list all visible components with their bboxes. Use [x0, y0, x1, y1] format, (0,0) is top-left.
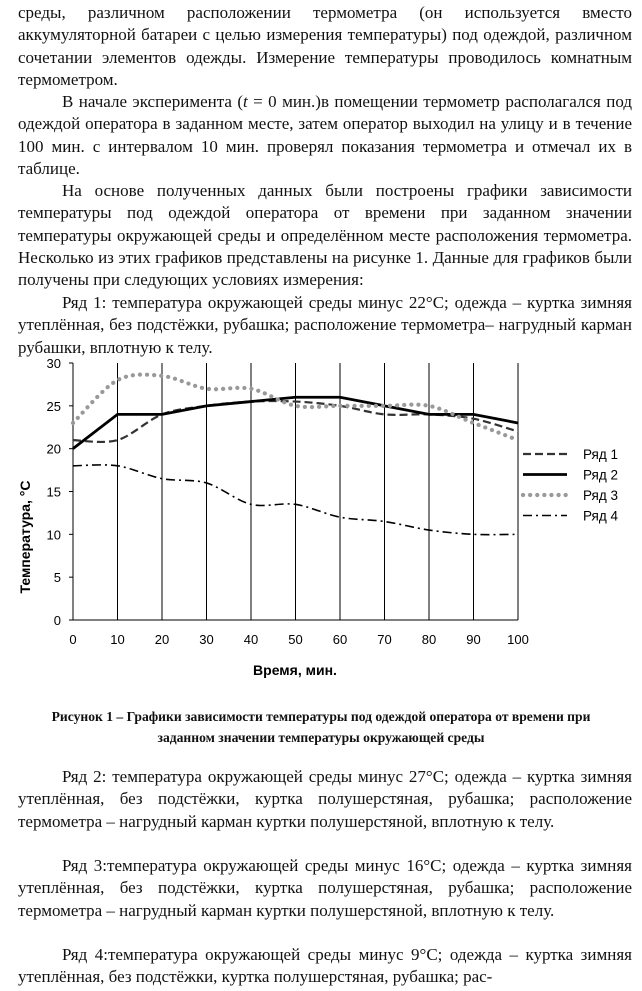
y-axis-label: Температура, °C: [17, 480, 33, 594]
paragraph-experiment-start: [18, 91, 632, 180]
temperature-chart: [0, 352, 642, 692]
x-tick-label: 40: [243, 632, 259, 647]
x-tick-label: 30: [199, 632, 214, 647]
chart-legend: [523, 447, 618, 524]
figure-caption: [0, 706, 642, 748]
paragraph-series-1: Ряд 1: температура окружающей среды минус 22°C; одежда – куртка зимняя утеплённая, без подстёжки, рубашка; расположение термометра– нагрудный карман рубашки, вплотную к телу.: [18, 293, 632, 357]
x-tick-label: 20: [154, 632, 170, 647]
time-variable: t: [243, 92, 248, 111]
legend-label-3: Ряд 3: [583, 488, 619, 503]
x-tick-label: 70: [377, 632, 392, 647]
paragraph-intro-continued: среды, различном расположении термометра (он используется вместо аккумуляторной батареи с целью измерения температуры) под одеждой, различном сочетании элементов одежды. Измерение температуры проводилось комнатным термометром.: [18, 3, 632, 89]
x-tick-label: 90: [466, 632, 481, 647]
x-tick-label: 60: [332, 632, 348, 647]
chart-grid: [118, 363, 519, 620]
y-tick-label: 15: [46, 484, 61, 500]
legend-label-1: Ряд 1: [583, 447, 619, 462]
chart-tick-labels: [47, 356, 529, 647]
paragraph-series-3: Ряд 3:температура окружающей среды минус 16°C; одежда – куртка зимняя утеплённая, без подстёжки, куртка полушерстяная, рубашка; расположение термометра – нагрудный карман куртки полушерстяной, вплотную к телу.: [18, 856, 632, 920]
paragraph-series-2: Ряд 2: температура окружающей среды минус 27°C; одежда – куртка зимняя утеплённая, без подстёжки, куртка полушерстяная, рубашка; расположение термометра – нагрудный карман куртки полушерстяной, вплотную к телу.: [18, 767, 632, 831]
x-tick-label: 10: [110, 632, 125, 647]
paragraph-series-4: Ряд 4:температура окружающей среды минус 9°C; одежда – куртка зимняя утеплённая, без подстёжки, куртка полушерстяная, рубашка; рас-: [18, 945, 632, 987]
paragraph-graphs-description: На основе полученных данных были построены графики зависимости температуры под одеждой оператора от времени при заданном значении температуры окружающей среды и определённом месте расположения термометра. Несколько из этих графиков представлены на рисунке 1. Данные для графиков были получены при следующих условиях измерения:: [18, 181, 632, 290]
caption-line-1: Рисунок 1 – Графики зависимости температуры под одеждой оператора от времени при: [51, 709, 591, 724]
x-axis-label: Время, мин.: [253, 662, 337, 678]
x-tick-label: 50: [288, 632, 303, 647]
x-tick-label: 80: [421, 632, 437, 647]
x-tick-label: 100: [507, 632, 529, 647]
y-tick-label: 5: [53, 570, 61, 586]
text-fragment: В начале эксперимента (: [62, 92, 243, 111]
x-tick-label: 0: [69, 632, 77, 647]
legend-label-2: Ряд 2: [583, 467, 619, 483]
y-tick-label: 30: [46, 356, 61, 371]
text-fragment: = 0 мин.)в помещении термометр располагался под одеждой оператора в заданном месте, затем оператор выходил на улицу и в течение 100 мин. с интервалом 10 мин. проверял показания термометра и отмечал их в таблице.: [18, 92, 632, 178]
y-tick-label: 25: [46, 398, 61, 414]
y-tick-label: 0: [53, 613, 61, 628]
legend-label-4: Ряд 4: [583, 508, 619, 524]
y-tick-label: 20: [46, 441, 61, 457]
y-tick-label: 10: [46, 527, 61, 543]
caption-line-2: заданном значении температуры окружающей среды: [157, 730, 485, 745]
